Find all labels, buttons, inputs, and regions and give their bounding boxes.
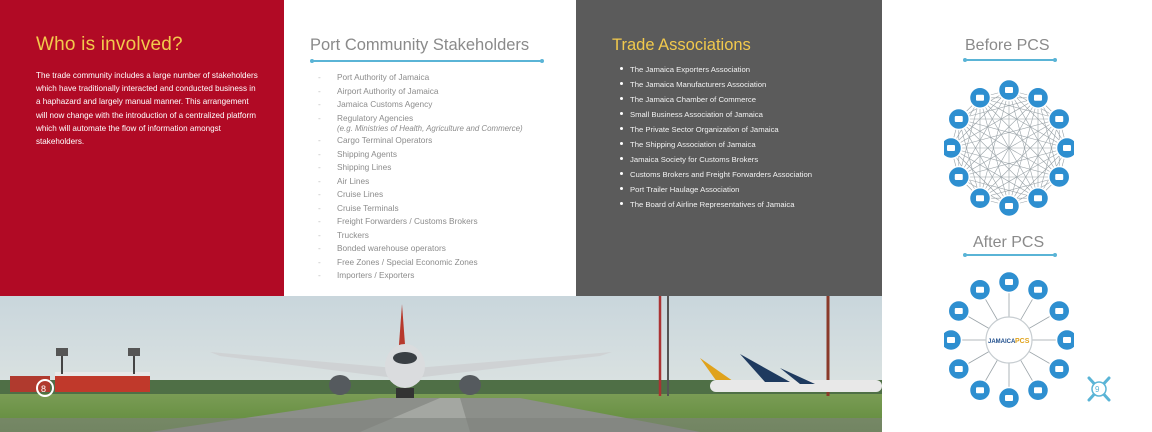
trade-associations-list [620,62,812,212]
page-number-right: 9 [1095,385,1100,394]
agri-icon [999,272,1020,293]
container-icon [970,87,991,108]
ship-crane-icon [1049,109,1070,130]
mesh-link [980,98,1059,177]
who-involved-body: The trade community includes a large number of stakeholders which have traditionally interacted and conducted business in a haphazard and largely manual manner. This arrangement will now change with the introduction of a centralized platform which will automate the flow of information amongst stakeholders. [36,71,258,147]
wheat-icon [1028,279,1049,300]
truck-cargo-icon [948,301,969,322]
cruise-ship-icon [999,388,1020,409]
trade-associations-title: Trade Associations [612,36,751,54]
stakeholder-item: - Cruise Lines [318,188,523,202]
hub-label-right: PCS [1015,338,1030,345]
stakeholder-item: - Cruise Terminals [318,202,523,216]
stakeholder-item: - Free Zones / Special Economic Zones [318,256,523,270]
customs-icon [944,138,962,159]
trade-association-item: Port Trailer Haulage Association [620,182,812,197]
stakeholder-item: - Shipping Agents [318,148,523,162]
trade-association-item: The Jamaica Exporters Association [620,62,812,77]
who-involved-title: Who is involved? [36,34,183,55]
truck-icon [1049,167,1070,188]
warehouse-icon [970,380,991,401]
before-pcs-underline [965,59,1055,61]
stakeholder-item: - Port Authority of Jamaica [318,71,523,85]
trade-association-item: Jamaica Society for Customs Brokers [620,152,812,167]
plane-icon [1028,380,1049,401]
stakeholder-item: - Freight Forwarders / Customs Brokers [318,215,523,229]
stakeholders-list [318,71,523,283]
plane-icon [1028,188,1049,209]
stakeholder-item: - Cargo Terminal Operators [318,134,523,148]
truck-cargo-icon [948,109,969,130]
government-icon [1057,330,1075,351]
trade-association-item: The Jamaica Manufacturers Association [620,77,812,92]
ship-crane-icon [1049,301,1070,322]
government-icon [1057,138,1075,159]
page-number-left: 8 [41,384,47,394]
after-pcs-underline [965,254,1055,256]
stakeholder-item: - Jamaica Customs Agency [318,98,523,112]
airport-photo [0,296,882,432]
money-icon [948,359,969,380]
stakeholders-underline [312,60,542,62]
money-icon [948,167,969,188]
trade-associations-panel [576,0,882,296]
mesh-link [980,119,1059,198]
cruise-ship-icon [999,196,1020,217]
trade-association-item: The Private Sector Organization of Jamaica [620,122,812,137]
stakeholder-item: - Air Lines [318,175,523,189]
truck-icon [1049,359,1070,380]
stakeholder-item: - Shipping Lines [318,161,523,175]
before-pcs-diagram [944,70,1074,230]
customs-icon [944,330,962,351]
trade-association-item: The Board of Airline Representatives of Jamaica [620,197,812,212]
stakeholder-item: - Airport Authority of Jamaica [318,85,523,99]
stakeholders-panel [284,0,576,296]
hub-label-left: JAMAICA [988,339,1016,345]
after-pcs-diagram [944,262,1074,422]
container-icon [970,279,991,300]
trade-association-item: The Shipping Association of Jamaica [620,137,812,152]
stakeholders-title: Port Community Stakeholders [310,36,530,54]
before-pcs-title: Before PCS [965,37,1050,54]
stakeholder-item: - Bonded warehouse operators [318,242,523,256]
stakeholder-item: - Truckers [318,229,523,243]
mesh-link [959,98,1038,177]
regulatory-note: (e.g. Ministries of Health, Agriculture and Commerce) [337,124,523,133]
stakeholder-item: - Regulatory Agencies (e.g. Ministries of Health, Agriculture and Commerce) [318,112,523,135]
pcs-comparison-panel [882,0,1152,432]
after-pcs-title: After PCS [973,234,1045,251]
stakeholder-item: - Importers / Exporters [318,269,523,283]
agri-icon [999,80,1020,101]
trade-association-item: Customs Brokers and Freight Forwarders Association [620,167,812,182]
warehouse-icon [970,188,991,209]
wheat-icon [1028,87,1049,108]
who-involved-panel [0,0,284,296]
trade-association-item: The Jamaica Chamber of Commerce [620,92,812,107]
mesh-link [959,119,1038,198]
trade-association-item: Small Business Association of Jamaica [620,107,812,122]
